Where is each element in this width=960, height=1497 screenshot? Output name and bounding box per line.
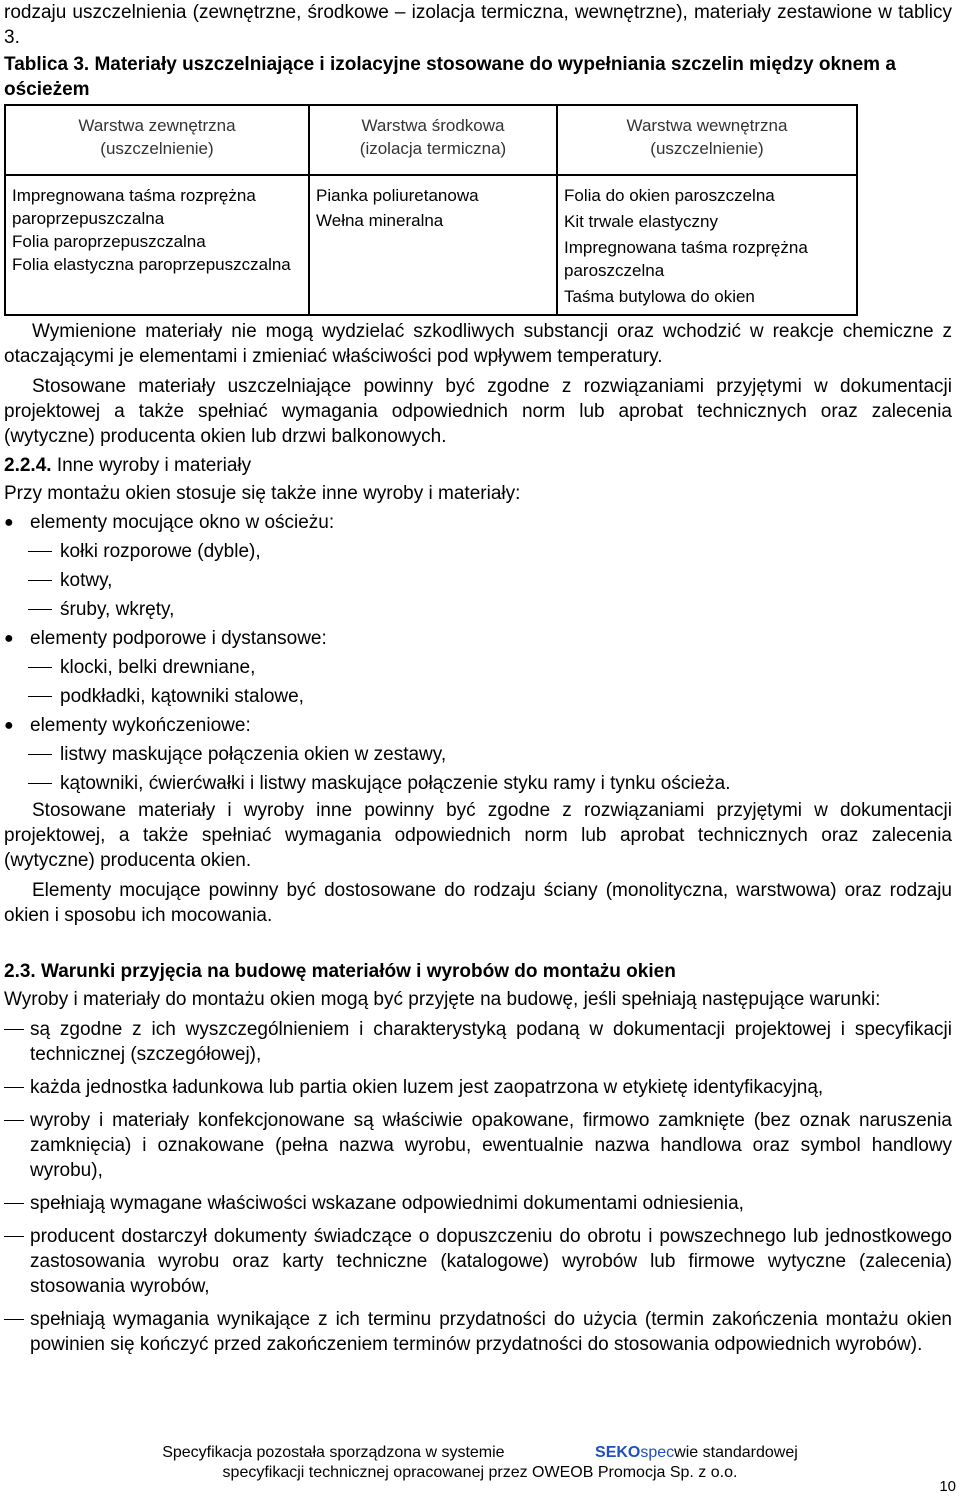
list-item-text: kołki rozporowe (dyble), bbox=[60, 541, 261, 562]
paragraph-fixing-elements: Elementy mocujące powinny być dostosowane do rodzaju ściany (monolityczna, warstwowa) oraz rodzaju okien i sposobu ich mocowania. bbox=[4, 880, 952, 926]
document-page bbox=[4, 0, 952, 1365]
fixing-elements-list bbox=[4, 537, 952, 624]
header-inner-layer bbox=[557, 105, 857, 175]
header-outer-layer bbox=[5, 105, 309, 175]
dash-icon bbox=[4, 1029, 24, 1030]
middle-layer-materials bbox=[309, 175, 557, 315]
dash-icon bbox=[4, 1120, 24, 1121]
list-item bbox=[4, 566, 952, 595]
table-caption: Tablica 3. Materiały uszczelniające i izolacyjne stosowane do wypełniania szczelin między oknem a ościeżem bbox=[4, 54, 896, 100]
other-products-list bbox=[4, 711, 952, 740]
bullet-icon: ● bbox=[4, 514, 14, 531]
list-item-text: kotwy, bbox=[60, 570, 113, 591]
other-products-intro: Przy montażu okien stosuje się także inne wyroby i materiały: bbox=[4, 483, 521, 504]
list-item bbox=[4, 1307, 952, 1357]
header-inner-title: Warstwa wewnętrzna bbox=[626, 116, 788, 135]
dash-icon bbox=[28, 696, 52, 697]
materials-table bbox=[4, 104, 858, 316]
finishing-elements-list bbox=[4, 740, 952, 798]
table-header-row bbox=[5, 105, 857, 175]
group-label: elementy mocujące okno w ościeżu: bbox=[30, 512, 335, 533]
table-cell-item: Wełna mineralna bbox=[316, 211, 444, 230]
header-outer-title: Warstwa zewnętrzna bbox=[78, 116, 236, 135]
header-middle-sub: (izolacja termiczna) bbox=[359, 139, 507, 158]
group-label: elementy podporowe i dystansowe: bbox=[30, 628, 327, 649]
page-footer bbox=[0, 1443, 960, 1483]
list-item bbox=[4, 711, 952, 740]
table-cell-item: Folia elastyczna paroprzepuszczalna bbox=[12, 255, 291, 274]
table-cell-item: Folia do okien paroszczelna bbox=[564, 186, 775, 205]
list-item-text: śruby, wkręty, bbox=[60, 599, 175, 620]
table-cell-item: Impregnowana taśma rozprężna paroszczelna bbox=[564, 238, 808, 280]
list-item bbox=[4, 1191, 952, 1216]
dash-icon bbox=[28, 551, 52, 552]
other-products-list bbox=[4, 508, 952, 537]
section-heading-23: 2.3. Warunki przyjęcia na budowę materiałów i wyrobów do montażu okien bbox=[4, 961, 676, 982]
table-body-row bbox=[5, 175, 857, 315]
list-item bbox=[4, 1224, 952, 1299]
list-item-text: kątowniki, ćwierćwałki i listwy maskujące połączenie styku ramy i tynku ościeża. bbox=[60, 773, 731, 794]
dash-icon bbox=[28, 580, 52, 581]
table-cell-item: Folia paroprzepuszczalna bbox=[12, 232, 206, 251]
dash-icon bbox=[28, 667, 52, 668]
paragraph-materials-safety: Wymienione materiały nie mogą wydzielać szkodliwych substancji oraz wchodzić w reakcje chemiczne z otaczającymi je elementami i zmieniać właściwości pod wpływem temperatury. bbox=[4, 321, 952, 367]
list-item-text: podkładki, kątowniki stalowe, bbox=[60, 686, 304, 707]
page-number: 10 bbox=[939, 1478, 956, 1495]
list-item bbox=[4, 653, 952, 682]
list-item-text: producent dostarczył dokumenty świadczące o dopuszczeniu do obrotu i powszechnego lub jednostkowego zastosowania wyrobu oraz karty techniczne (katalogowe) wyrobów lub firmowe wytyczne (zalecenia) stosowania wyrobów, bbox=[30, 1226, 952, 1297]
outer-layer-materials bbox=[5, 175, 309, 315]
other-products-list bbox=[4, 624, 952, 653]
list-item bbox=[4, 537, 952, 566]
list-item bbox=[4, 624, 952, 653]
list-item bbox=[4, 740, 952, 769]
header-outer-sub: (uszczelnienie) bbox=[100, 139, 214, 158]
dash-icon bbox=[4, 1203, 24, 1204]
header-inner-sub: (uszczelnienie) bbox=[650, 139, 764, 158]
list-item-text: klocki, belki drewniane, bbox=[60, 657, 256, 678]
list-item-text: każda jednostka ładunkowa lub partia okien luzem jest zaopatrzona w etykietę identyfikacyjną, bbox=[30, 1077, 824, 1098]
table-cell-item: Taśma butylowa do okien bbox=[564, 287, 755, 306]
list-item-text: listwy maskujące połączenia okien w zestawy, bbox=[60, 744, 447, 765]
table-cell-item: Kit trwale elastyczny bbox=[564, 212, 718, 231]
section-title: Inne wyroby i materiały bbox=[56, 455, 252, 476]
dash-icon bbox=[4, 1087, 24, 1088]
bullet-icon: ● bbox=[4, 630, 14, 647]
paragraph-other-compliance: Stosowane materiały i wyroby inne powinny być zgodne z rozwiązaniami przyjętymi w dokumentacji projektowej, a także spełniać wymagania odpowiednich norm lub aprobat technicznych oraz zalecenia (wytyczne) producenta okien. bbox=[4, 800, 952, 871]
list-item bbox=[4, 595, 952, 624]
brand-seko: SEKO bbox=[595, 1444, 641, 1461]
footer-text: Specyfikacja pozostała sporządzona w systemie bbox=[162, 1444, 505, 1461]
support-elements-list bbox=[4, 653, 952, 711]
list-item-text: spełniają wymagane właściwości wskazane odpowiednimi dokumentami odniesienia, bbox=[30, 1193, 744, 1214]
list-item-text: są zgodne z ich wyszczególnieniem i charakterystyką podaną w dokumentacji projektowej i specyfikacji technicznej (szczegółowej), bbox=[30, 1019, 952, 1065]
list-item bbox=[4, 769, 952, 798]
dash-icon bbox=[4, 1236, 24, 1237]
section-heading-224 bbox=[4, 453, 952, 478]
brand-spec: spec bbox=[640, 1444, 675, 1461]
acceptance-conditions-list bbox=[4, 1017, 952, 1357]
table-cell-item: Impregnowana taśma rozprężna paroprzepuszczalna bbox=[12, 186, 256, 228]
footer-line-1 bbox=[0, 1443, 960, 1463]
list-item bbox=[4, 1075, 952, 1100]
footer-text: wie standardowej bbox=[674, 1444, 798, 1461]
list-item bbox=[4, 508, 952, 537]
header-middle-title: Warstwa środkowa bbox=[361, 116, 505, 135]
table-cell-item: Pianka poliuretanowa bbox=[316, 186, 479, 205]
list-item bbox=[4, 1108, 952, 1183]
list-item-text: spełniają wymagania wynikające z ich terminu przydatności do użycia (termin zakończenia montażu okien powinien się kończyć przed zakończeniem terminów przydatności do stosowania odpowiednich wyrobów). bbox=[30, 1309, 952, 1355]
list-item bbox=[4, 1017, 952, 1067]
intro-paragraph: rodzaju uszczelnienia (zewnętrzne, środkowe – izolacja termiczna, wewnętrzne), materiały zestawione w tablicy 3. bbox=[4, 2, 952, 48]
dash-icon bbox=[28, 783, 52, 784]
dash-icon bbox=[4, 1319, 24, 1320]
inner-layer-materials bbox=[557, 175, 857, 315]
section-number: 2.2.4. bbox=[4, 455, 52, 476]
dash-icon bbox=[28, 754, 52, 755]
group-label: elementy wykończeniowe: bbox=[30, 715, 251, 736]
list-item-text: wyroby i materiały konfekcjonowane są właściwie opakowane, firmowo zamknięte (bez oznak naruszenia zamknięcia) i oznakowane (pełna nazwa wyrobu, ewentualnie nazwa handlowa oraz symbol handlowy wyrobu), bbox=[30, 1110, 952, 1181]
footer-line-2: specyfikacji technicznej opracowanej przez OWEOB Promocja Sp. z o.o. bbox=[222, 1464, 738, 1481]
bullet-icon: ● bbox=[4, 717, 14, 734]
dash-icon bbox=[28, 609, 52, 610]
list-item bbox=[4, 682, 952, 711]
paragraph-materials-compliance: Stosowane materiały uszczelniające powinny być zgodne z rozwiązaniami przyjętymi w dokumentacji projektowej a także spełniać wymagania odpowiednich norm lub aprobat technicznych oraz zalecenia (wytyczne) producenta okien lub drzwi balkonowych. bbox=[4, 376, 952, 447]
header-middle-layer bbox=[309, 105, 557, 175]
acceptance-intro: Wyroby i materiały do montażu okien mogą być przyjęte na budowę, jeśli spełniają następujące warunki: bbox=[4, 989, 881, 1010]
